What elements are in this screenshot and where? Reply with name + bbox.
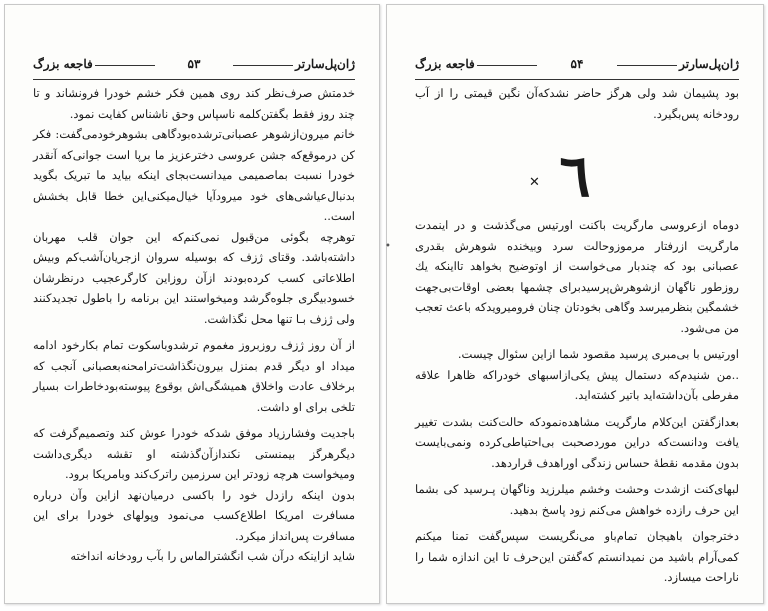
right-page <box>386 4 764 604</box>
header-rule <box>233 65 293 66</box>
paragraph: از آن روز ژزف روزبروز مغموم ترشدوباسکوت تمام بکارخود ادامه میداد او دیگر قدم بمنزل بیرون‌نگذاشت‌ترامحنه‌بعصبانی آنجب که برخلاف عادت واخلاق همیشگی‌اش بوقوع پیوسته‌بودخاطرات بسیار تلخی برای او داشت. <box>33 338 355 414</box>
paragraph: خانم میرون‌ازشوهر عصبانی‌ترشده‌بودگاهی بشوهرخودمی‌گفت: فکر کن درموقع‌که جشن عروسی دخترعزیز ما برپا است جوانی‌که آنقدر خودرا نسبت بماصمیمی میدانست‌بجای اینکه بیاید ما تبریک بگوید بدنبال‌عیاشی‌های خود میرود‌آیا خیال‌میکنی‌این خطا قابل بخشش است.. <box>33 127 355 223</box>
paragraph: دوماه ازعروسی مارگریت باکنت اورتیس می‌گذشت و در اینمدت مارگریت ازرفتار مرموزوحالت سرد وبیخنده شوهرش بقدری عصبانی بود که چندبار می‌خواست از اوتوضیح بخواهد تااینکه یك روزطور ناگهان ازشوهرش‌پرسیدبرای چشمها بعضی اوقات‌بی‌جهت خشمگین بنظرمیرسد وگاهی بخودتان چنان فرومیروید‌که باعث تعجب من می‌شود. <box>415 218 739 335</box>
right-page-header <box>415 49 739 80</box>
right-page-opening <box>415 83 739 124</box>
paragraph: لبهای‌کنت ازشدت وحشت وخشم میلرزید وناگهان پـرسید کی بشما این حرف رازده خواهش می‌کنم زود پاسخ بدهید. <box>415 482 739 517</box>
header-title: فاجعه بزرگ <box>33 57 93 71</box>
header-title: فاجعه بزرگ <box>415 57 475 71</box>
paragraph: باجدیت وفشارزیاد موفق شدکه خودرا عوش کند وتصمیم‌گرفت که دیگرهرگز بیمنستی نکنداز‌آن‌گذشته او تقشه دیگری‌داشت ومیخواست هرچه زودتر این سرزمین راترک‌کند وبامریکا برود. <box>33 426 355 481</box>
page-number: ۵۴ <box>570 57 584 71</box>
chapter-number: ٦ <box>559 142 591 210</box>
left-page-body <box>33 83 355 567</box>
header-rule <box>617 65 677 66</box>
header-rule <box>477 65 537 66</box>
paragraph: بدون اینکه رازدل خود را باکسی درمیان‌نهد از‌این وآن درباره مسافرت امریکا اطلاع‌کسب می‌نمود وپولهای خودرا برای این مسافرت پس‌انداز میکرد. <box>33 487 355 543</box>
right-page-body <box>415 215 739 588</box>
margin-dot-icon: • <box>385 241 391 252</box>
paragraph: ..من شنیدم‌که دستمال پیش یکی‌ازاسبهای خودرا‌که ظاهرا علاقه مفرطی بآن‌داشته‌اید باتیر کشته‌اید. <box>415 367 739 402</box>
paragraph: شاید ازاینکه در‌آن شب انگشتر‌الماس را بآب رودخانه انداخته <box>70 549 355 563</box>
paragraph: بود پشیمان شد ولی هرگز حاضر نشدکه‌آن نگین قیمتی را از آب رودخانه پس‌بگیرد. <box>415 86 739 121</box>
header-author: ژان‌پل‌سارتر <box>295 57 355 71</box>
header-author: ژان‌پل‌سارتر <box>679 57 739 71</box>
left-page <box>4 4 380 604</box>
paragraph: دخترجوان باهیجان تمام‌باو می‌نگریست سپس‌گفت تمنا میکنم کمی‌آرام باشید من نمیدانستم که‌گفتن این‌حرف تا این اندازه شما را ناراحت میسازد. <box>415 529 739 584</box>
page-number: ۵۳ <box>187 57 201 71</box>
paragraph: خدمتش صرف‌نظر کند روی همین فکر خشم خودرا فرونشاند و تا چند روز فقط بگفتن‌کلمه ناسپاس وحق ناشناس کفایت نمود. <box>33 86 355 121</box>
chapter-ornament-icon: ✕ <box>529 175 540 190</box>
left-page-header <box>33 49 355 80</box>
header-rule <box>95 65 155 66</box>
paragraph: اورتیس با بی‌مبری پرسید مقصود شما ازاین سئوال چیست. <box>457 347 739 361</box>
paragraph: بعدازگفتن این‌کلام مارگریت مشاهده‌نمود‌که حالت‌کنت بشدت تغییر یافت ودانست‌که دراین موردصحبت بی‌احتیاطی‌کرده ونمی‌بایست بدون مقدمه نقطهٔ حساس زندگی اورا‌هدف قراردهد. <box>415 414 739 470</box>
paragraph: توهرچه بگوئی من‌قبول نمی‌کنم‌که این جوان قلب مهربان داشته‌باشد. وقتای ژزف که بوسیله سروان ازجریان‌آشب‌کم وبیش اطلاعاتی کسب کرده‌بودند از‌آن روز‌این کارگرعجیب درنظرشان خسودبیگری جلوه‌گرشد ومیخواستند این برنامه را باطول تجدیدکنند ولی ژزف بـا تنها محل نگذاشت. <box>33 229 355 326</box>
